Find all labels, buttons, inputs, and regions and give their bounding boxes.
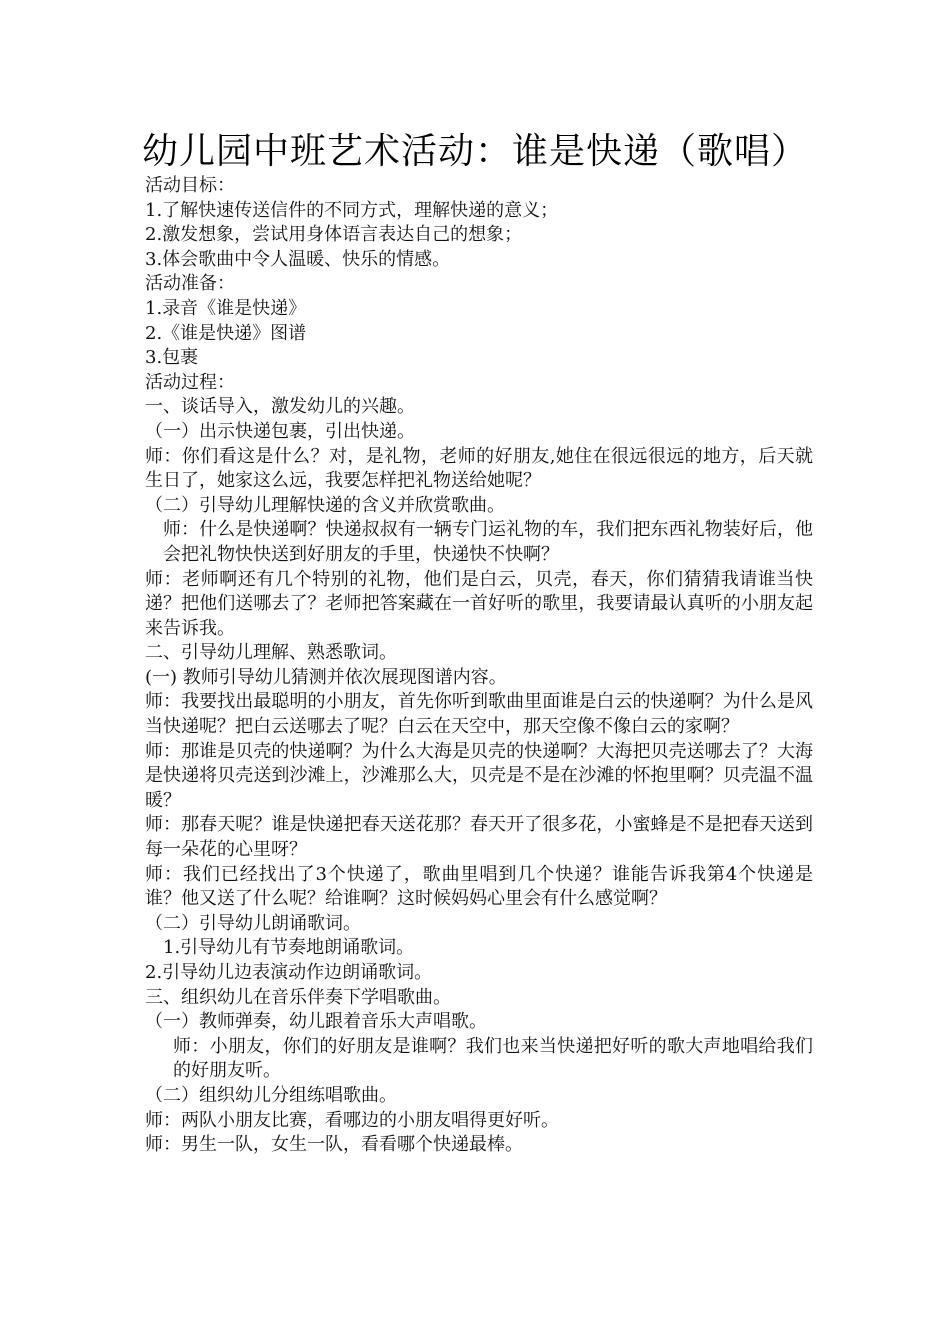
process-substep: (一) 教师引导幼儿猜测并依次展现图谱内容。 xyxy=(145,666,507,688)
preparation-item-3: 3.包裹 xyxy=(145,347,199,369)
teacher-dialogue: 师：我们已经找出了3个快递了，歌曲里唱到几个快递？谁能告诉我第4个快递是谁？他又送了什么呢？给谁啊？这时候妈妈心里会有什么感觉啊？ xyxy=(145,863,813,910)
process-substep: （一）教师弹奏，幼儿跟着音乐大声唱歌。 xyxy=(145,1011,487,1033)
process-substep: （一）出示快递包裹，引出快递。 xyxy=(145,420,415,442)
section-heading-preparation: 活动准备： xyxy=(145,273,235,295)
teacher-dialogue: 师：我要找出最聪明的小朋友，首先你听到歌曲里面谁是白云的快递啊？为什么是风当快递呢？把白云送哪去了呢？白云在天空中，那天空像不像白云的家啊？ xyxy=(145,691,813,738)
preparation-item-2: 2.《谁是快递》图谱 xyxy=(145,322,307,344)
process-substep-item: 2.引导幼儿边表演动作边朗诵歌词。 xyxy=(145,962,433,983)
process-substep: （二）组织幼儿分组练唱歌曲。 xyxy=(145,1084,397,1106)
section-heading-process: 活动过程： xyxy=(145,371,235,393)
process-substep-item: 1.引导幼儿有节奏地朗诵歌词。 xyxy=(163,937,415,959)
teacher-dialogue: 师：那谁是贝壳的快递啊？为什么大海是贝壳的快递啊？大海把贝壳送哪去了？大海是快递将贝壳送到沙滩上，沙滩那么大，贝壳是不是在沙滩的怀抱里啊？贝壳温不温暖？ xyxy=(145,740,813,811)
teacher-dialogue: 师：小朋友，你们的好朋友是谁啊？我们也来当快递把好听的歌大声地唱给我们的好朋友听。 xyxy=(173,1035,813,1082)
section-heading-goals: 活动目标： xyxy=(145,175,235,196)
process-substep: （二）引导幼儿理解快递的含义并欣赏歌曲。 xyxy=(145,494,505,516)
teacher-dialogue: 师：两队小朋友比赛，看哪边的小朋友唱得更好听。 xyxy=(145,1109,559,1131)
goal-item-1: 1.了解快速传送信件的不同方式，理解快递的意义； xyxy=(145,199,559,221)
preparation-item-1: 1.录音《谁是快递》 xyxy=(145,297,307,319)
document-body xyxy=(145,174,813,1158)
process-step-1: 一、谈话导入，激发幼儿的兴趣。 xyxy=(145,396,415,418)
document-title: 幼儿园中班艺术活动：谁是快递（歌唱） xyxy=(141,131,808,172)
goal-item-2: 2.激发想象，尝试用身体语言表达自己的想象； xyxy=(145,224,523,246)
teacher-dialogue: 师：你们看这是什么？对，是礼物，老师的好朋友,她住在很远很远的地方，后天就生日了，她家这么远，我要怎样把礼物送给她呢？ xyxy=(145,445,813,492)
teacher-dialogue: 师：那春天呢？谁是快递把春天送花那？春天开了很多花，小蜜蜂是不是把春天送到每一朵花的心里呀？ xyxy=(145,814,813,861)
process-step-3: 三、组织幼儿在音乐伴奏下学唱歌曲。 xyxy=(145,986,451,1008)
teacher-dialogue: 师：男生一队，女生一队，看看哪个快递最棒。 xyxy=(145,1134,523,1156)
teacher-dialogue: 师：老师啊还有几个特别的礼物，他们是白云，贝壳，春天，你们猜猜我请谁当快递？把他们送哪去了？老师把答案藏在一首好听的歌里，我要请最认真听的小朋友起来告诉我。 xyxy=(145,568,813,639)
teacher-dialogue: 师：什么是快递啊？快递叔叔有一辆专门运礼物的车，我们把东西礼物装好后，他会把礼物快快送到好朋友的手里，快递快不快啊？ xyxy=(163,519,813,565)
process-substep: （二）引导幼儿朗诵歌词。 xyxy=(145,912,361,934)
goal-item-3: 3.体会歌曲中令人温暖、快乐的情感。 xyxy=(145,248,451,270)
process-step-2: 二、引导幼儿理解、熟悉歌词。 xyxy=(145,642,397,664)
